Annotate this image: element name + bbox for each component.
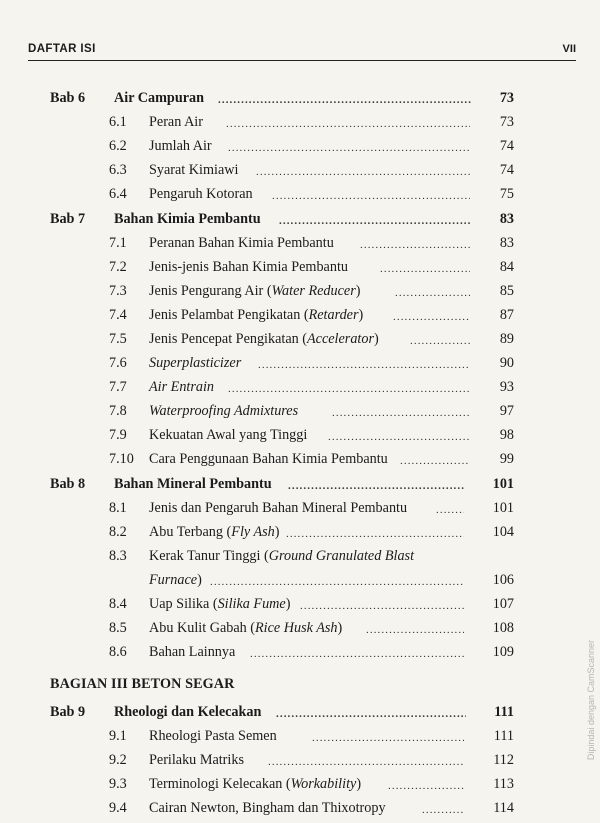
dot-leader <box>388 772 464 796</box>
dot-leader <box>288 472 464 496</box>
toc-section-7-10[interactable] <box>0 447 600 471</box>
section-page: 83 <box>499 235 514 251</box>
section-page: 93 <box>499 379 514 395</box>
section-title: Cairan Newton, Bingham dan Thixotropy <box>149 800 386 816</box>
section-title: Jumlah Air <box>149 138 212 154</box>
section-number: 6.1 <box>109 114 127 130</box>
chapter-page: 111 <box>494 704 514 720</box>
toc-section-8-4[interactable] <box>0 592 600 616</box>
toc-section-7-9[interactable] <box>0 423 600 447</box>
dot-leader <box>422 796 464 820</box>
dot-leader <box>410 327 470 351</box>
section-number: 7.10 <box>109 451 134 467</box>
dot-leader <box>312 724 464 748</box>
section-page: 89 <box>499 331 514 347</box>
section-title-cont: Furnace) <box>149 572 202 588</box>
dot-leader <box>228 375 470 399</box>
section-page: 74 <box>499 138 514 154</box>
chapter-title: Rheologi dan Kelecakan <box>114 704 262 720</box>
section-title: Jenis Pelambat Pengikatan (Retarder) <box>149 307 364 323</box>
section-number: 7.5 <box>109 331 127 347</box>
section-page: 87 <box>499 307 514 323</box>
dot-leader <box>226 110 470 134</box>
dot-leader <box>256 158 470 182</box>
section-title: Superplasticizer <box>149 355 242 371</box>
section-title: Waterproofing Admixtures <box>149 403 299 419</box>
section-page: 108 <box>492 620 514 636</box>
dot-leader <box>228 134 470 158</box>
chapter-title: Bahan Kimia Pembantu <box>114 211 261 227</box>
section-number: 7.8 <box>109 403 127 419</box>
toc-section-8-3[interactable] <box>0 544 600 568</box>
section-page: 113 <box>493 776 514 792</box>
section-number: 7.3 <box>109 283 127 299</box>
toc-section-7-4[interactable] <box>0 303 600 327</box>
dot-leader <box>360 231 470 255</box>
dot-leader <box>286 520 464 544</box>
dot-leader <box>328 423 470 447</box>
dot-leader <box>268 748 464 772</box>
header-page-number: VII <box>562 43 576 55</box>
toc-section-9-2[interactable] <box>0 748 600 772</box>
section-title: Bahan Lainnya <box>149 644 236 660</box>
scanner-watermark: Dipindai dengan CamScanner <box>586 640 596 761</box>
dot-leader <box>272 182 470 206</box>
section-number: 8.1 <box>109 500 127 516</box>
section-title: Abu Kulit Gabah (Rice Husk Ash) <box>149 620 343 636</box>
dot-leader <box>395 279 470 303</box>
toc-section-8-1[interactable] <box>0 496 600 520</box>
section-page: 111 <box>493 728 514 744</box>
section-number: 6.2 <box>109 138 127 154</box>
toc-section-8-2[interactable] <box>0 520 600 544</box>
dot-leader <box>380 255 470 279</box>
section-number: 6.4 <box>109 186 127 202</box>
section-title: Jenis dan Pengaruh Bahan Mineral Pembantu <box>149 500 408 516</box>
section-title: Jenis Pengurang Air (Water Reducer) <box>149 283 361 299</box>
dot-leader <box>250 640 464 664</box>
section-title: Peran Air <box>149 114 203 130</box>
toc-section-8-3-cont[interactable] <box>0 568 600 592</box>
toc-section-7-7[interactable] <box>0 375 600 399</box>
section-page: 73 <box>499 114 514 130</box>
section-page: 99 <box>499 451 514 467</box>
toc-section-7-8[interactable] <box>0 399 600 423</box>
section-number: 8.2 <box>109 524 127 540</box>
toc-section-9-4[interactable] <box>0 796 600 820</box>
section-page: 98 <box>499 427 514 443</box>
chapter-label: Bab 8 <box>50 476 86 492</box>
dot-leader <box>436 496 464 520</box>
dot-leader <box>332 399 470 423</box>
section-number: 8.4 <box>109 596 127 612</box>
section-number: 7.9 <box>109 427 127 443</box>
section-page: 104 <box>492 524 514 540</box>
section-page: 112 <box>493 752 514 768</box>
dot-leader <box>393 303 470 327</box>
section-number: 9.3 <box>109 776 127 792</box>
dot-leader <box>279 207 471 231</box>
section-page: 114 <box>493 800 514 816</box>
section-page: 107 <box>492 596 514 612</box>
chapter-label: Bab 6 <box>50 90 86 106</box>
section-number: 7.2 <box>109 259 127 275</box>
dot-leader <box>258 351 470 375</box>
section-title: Air Entrain <box>149 379 215 395</box>
dot-leader <box>366 616 464 640</box>
toc-section-6-3[interactable] <box>0 158 600 182</box>
section-title: Kerak Tanur Tinggi (Ground Granulated Blast <box>149 548 415 564</box>
section-title: Rheologi Pasta Semen <box>149 728 277 744</box>
dot-leader <box>276 700 466 724</box>
chapter-title: Bahan Mineral Pembantu <box>114 476 272 492</box>
section-title: Uap Silika (Silika Fume) <box>149 596 291 612</box>
chapter-page: 83 <box>499 211 514 227</box>
dot-leader <box>218 86 471 110</box>
section-page: 101 <box>492 500 514 516</box>
dot-leader <box>300 592 464 616</box>
chapter-page: 73 <box>499 90 514 106</box>
section-number: 9.1 <box>109 728 127 744</box>
header-section-title: DAFTAR ISI <box>28 43 96 55</box>
toc-section-7-1[interactable] <box>0 231 600 255</box>
section-page: 75 <box>499 186 514 202</box>
section-number: 8.5 <box>109 620 127 636</box>
section-title: Cara Penggunaan Bahan Kimia Pembantu <box>149 451 388 467</box>
part-heading: BAGIAN III BETON SEGAR <box>50 676 235 692</box>
section-number: 7.4 <box>109 307 127 323</box>
section-number: 8.3 <box>109 548 127 564</box>
toc-chapter-9[interactable] <box>0 700 600 724</box>
toc-section-7-2[interactable] <box>0 255 600 279</box>
section-page: 90 <box>499 355 514 371</box>
section-title: Jenis Pencepat Pengikatan (Accelerator) <box>149 331 379 347</box>
dot-leader <box>210 568 464 592</box>
section-title: Kekuatan Awal yang Tinggi <box>149 427 308 443</box>
chapter-title: Air Campuran <box>114 90 204 106</box>
toc-section-8-5[interactable] <box>0 616 600 640</box>
section-page: 84 <box>499 259 514 275</box>
section-title: Syarat Kimiawi <box>149 162 239 178</box>
toc-section-9-3[interactable] <box>0 772 600 796</box>
toc-section-7-3[interactable] <box>0 279 600 303</box>
section-number: 7.7 <box>109 379 127 395</box>
section-title: Perilaku Matriks <box>149 752 244 768</box>
section-title: Jenis-jenis Bahan Kimia Pembantu <box>149 259 348 275</box>
toc-section-6-1[interactable] <box>0 110 600 134</box>
chapter-label: Bab 9 <box>50 704 86 720</box>
toc-chapter-8[interactable] <box>0 472 600 496</box>
toc-section-7-5[interactable] <box>0 327 600 351</box>
section-page: 109 <box>492 644 514 660</box>
running-header <box>28 40 576 61</box>
toc-section-6-4[interactable] <box>0 182 600 206</box>
chapter-label: Bab 7 <box>50 211 86 227</box>
section-number: 8.6 <box>109 644 127 660</box>
section-title: Peranan Bahan Kimia Pembantu <box>149 235 334 251</box>
section-number: 6.3 <box>109 162 127 178</box>
section-title: Abu Terbang (Fly Ash) <box>149 524 280 540</box>
toc-chapter-6[interactable] <box>0 86 600 110</box>
section-number: 7.6 <box>109 355 127 371</box>
section-page: 106 <box>492 572 514 588</box>
section-title: Pengaruh Kotoran <box>149 186 253 202</box>
section-page: 97 <box>499 403 514 419</box>
chapter-page: 101 <box>492 476 514 492</box>
toc-section-9-1[interactable] <box>0 724 600 748</box>
toc-section-8-6[interactable] <box>0 640 600 664</box>
section-title: Terminologi Kelecakan (Workability) <box>149 776 362 792</box>
section-number: 9.2 <box>109 752 127 768</box>
toc-section-7-6[interactable] <box>0 351 600 375</box>
section-page: 85 <box>499 283 514 299</box>
dot-leader <box>400 447 470 471</box>
toc-section-6-2[interactable] <box>0 134 600 158</box>
toc-chapter-7[interactable] <box>0 207 600 231</box>
section-number: 7.1 <box>109 235 127 251</box>
section-number: 9.4 <box>109 800 127 816</box>
section-page: 74 <box>499 162 514 178</box>
